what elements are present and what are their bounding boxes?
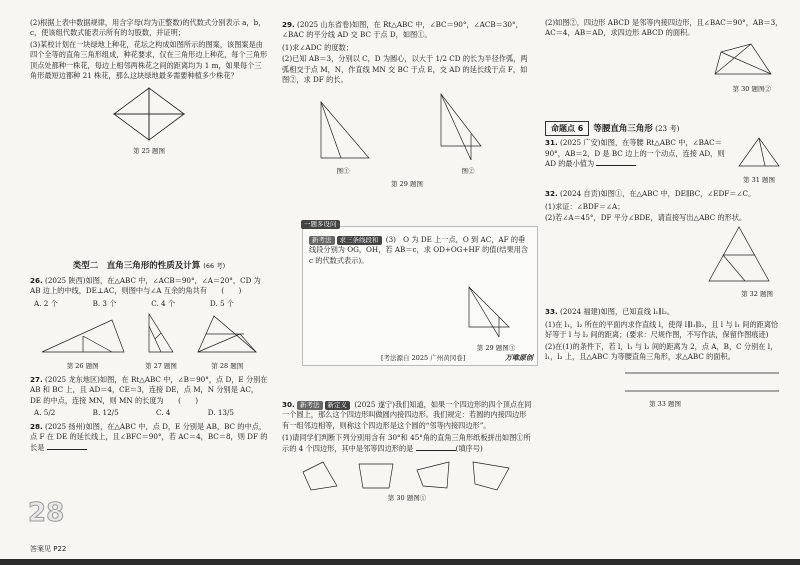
fig28-caption: 第 28 题图 xyxy=(211,361,244,370)
q31 xyxy=(545,138,735,185)
q25-part3: (3)某校计划在一块绿地上种花，花坛之构成如图所示的图案，该图案是由四个全等的直角三角形组成，种花要求，仅在三角形边上种花，每个三角形顶点处都种一株花，每边上相邻两株花之间的距离均为 1 m，如果每个三角形最短边都种 21 株花，那么这块绿地最多需要种植多少株花？ xyxy=(30,39,268,81)
q30-number: 30. xyxy=(282,400,295,409)
fig32-diagram xyxy=(705,225,775,285)
fig29-1-diagram xyxy=(313,98,373,162)
fig28-diagram xyxy=(194,312,260,356)
q27-options xyxy=(34,408,234,418)
q32-text: (2024 自贡)如图①，在△ABC 中，DE∥BC，∠EDF＝∠C。 xyxy=(560,189,756,199)
variant-box-body xyxy=(309,235,531,267)
variant-box-header xyxy=(301,219,342,229)
fig28 xyxy=(194,312,260,373)
q30-answer-blank[interactable] xyxy=(416,450,456,451)
q30-tag-new: 新考法 xyxy=(297,401,323,410)
fig30-2-diagram xyxy=(711,40,775,80)
fig30-2 xyxy=(545,40,775,83)
fig27-diagram xyxy=(143,312,179,356)
q26-option-b: B. 3 个 xyxy=(92,298,117,308)
fig29-2-diagram xyxy=(435,90,501,162)
q27-option-a: A. 5/2 xyxy=(34,408,56,418)
q29-part2: (2)已知 AB＝3，分别以 C，D 为圆心，以大于 1/2 CD 的长为半径作弧，两弧相交于点 M，N，作直线 MN 交 BC 于点 E，交 AD 的延长线于点 F，如图②，求 DF 的长。 xyxy=(282,54,528,85)
column-left xyxy=(30,18,268,455)
fig33-caption: 第 33 题图 xyxy=(649,399,681,408)
footer-answer-ref: 答案见 P22 xyxy=(30,545,67,553)
section2-heading xyxy=(30,260,268,272)
fig30-1-caption: 第 30 题图① xyxy=(387,494,427,503)
fig27-caption: 第 27 题图 xyxy=(145,361,177,370)
fig31-diagram xyxy=(735,136,783,170)
q25-part2: (2)根据上表中数据规律，用含字母(均为正整数)的代数式分别表示 a，b，c，使该组代数式能表示所有的勾股数，并证明； xyxy=(30,18,266,38)
variant-question-box xyxy=(302,220,538,366)
q32 xyxy=(545,189,785,199)
column-right xyxy=(545,18,785,411)
fig25 xyxy=(30,86,268,145)
fig29-2 xyxy=(435,90,501,179)
variant-source: [考法源自 2025 广州黄冈卷] xyxy=(381,353,466,362)
variant-question xyxy=(309,235,531,266)
fig29-3-diagram xyxy=(463,283,529,339)
q33-number: 33. xyxy=(545,307,558,317)
q28-number: 28. xyxy=(30,421,43,431)
fig26 xyxy=(38,316,128,373)
column-middle xyxy=(282,18,532,192)
q30 xyxy=(282,400,532,431)
variant-tag-new: 新考法 xyxy=(309,236,335,245)
page-big-number: 28 xyxy=(28,498,65,528)
q33 xyxy=(545,307,785,317)
column-middle-lower xyxy=(282,398,532,506)
q26-option-d: D. 5 个 xyxy=(209,298,234,308)
q27-option-c: C. 4 xyxy=(156,408,171,418)
q31-block xyxy=(545,136,785,187)
fig32-caption: 第 32 题图 xyxy=(741,289,773,298)
fig30-2-caption: 第 30 题图② xyxy=(732,85,771,94)
variant-brand: 万唯原创 xyxy=(505,353,533,362)
q26-option-a: A. 2 个 xyxy=(34,298,58,308)
fig26-diagram xyxy=(38,316,128,356)
q31-answer-blank[interactable] xyxy=(596,165,636,166)
fig30-1-row xyxy=(282,458,532,492)
q31-number: 31. xyxy=(545,138,558,148)
figs-26-28 xyxy=(30,312,268,373)
section6-count: (23 考) xyxy=(655,123,680,133)
fig29-1 xyxy=(313,98,373,179)
fig29-caption: 第 29 题图 xyxy=(391,180,423,189)
q26 xyxy=(30,276,268,297)
q30-part1-hint: (填序号) xyxy=(455,443,483,453)
q30-part2: (2)如图②，四边形 ABCD 是邻等内接四边形，且∠BAC＝90°，AB＝3，AC＝4，AB＝AD，求四边形 ABCD 的面积。 xyxy=(545,18,783,38)
fig32 xyxy=(545,225,775,288)
section6-title: 等腰直角三角形 xyxy=(593,123,653,134)
q29-number: 29. xyxy=(282,20,295,29)
fig25-diagram xyxy=(104,86,194,142)
section2-title: 类型二 直角三角形的性质及计算 xyxy=(72,261,201,272)
q30-tag-def: 新定义 xyxy=(325,401,351,410)
fig33 xyxy=(545,369,785,398)
q29-text: (2025 山东省卷)如图，在 Rt△ABC 中，∠BC＝90°，∠ACB＝30°，∠BAC 的平分线 AD 交 BC 于点 D，如图①。 xyxy=(282,20,523,40)
page-bottom-edge xyxy=(0,559,800,565)
fig29-2-caption: 图② xyxy=(461,167,475,176)
q27-number: 27. xyxy=(30,374,43,384)
q27 xyxy=(30,375,268,406)
fig29-3-caption: 第 29 题图③ xyxy=(476,344,516,353)
q28 xyxy=(30,422,268,453)
q28-answer-blank[interactable] xyxy=(47,449,87,450)
fig29-3 xyxy=(463,283,529,356)
q28-text: (2025 扬州)如图，在△ABC 中，点 D，E 分别是 AB，BC 的中点，点 F 在 DE 的延长线上，且∠BFC＝90°，若 AC＝4，BC＝8，则 DF 的长是 xyxy=(30,421,268,452)
fig29-row xyxy=(282,90,532,179)
q26-text: (2025 陕西)如图，在△ABC 中，∠ACB＝90°，∠A＝20°，CD 为 AB 边上的中线，DE⊥AC，则图中与∠A 互余的角共有 ( ) xyxy=(30,275,261,296)
fig31 xyxy=(735,136,783,187)
variant-box-head-tag: 一题多设问 xyxy=(301,220,340,229)
q33-text: (2024 福建)如图，已知直线 l₁∥l₂。 xyxy=(560,307,675,317)
fig29-1-caption: 图① xyxy=(336,167,350,176)
q27-option-b: B. 12/5 xyxy=(92,408,119,418)
section2-count: (66 考) xyxy=(203,262,226,271)
q29 xyxy=(282,20,532,41)
q32-number: 32. xyxy=(545,189,558,199)
fig26-caption: 第 26 题图 xyxy=(66,361,99,370)
q32-part1: (1)求证：∠BDF＝∠A； xyxy=(545,201,625,211)
q30-part1 xyxy=(282,433,532,454)
q33-part2: (2)在(1)的条件下，若 l，l₁ 与 l₂ 间的距离为 2，点 A，B，C 分别在 l，l₁，l₂ 上，且△ABC 为等腰直角三角形，求△ABC 的面积。 xyxy=(545,341,778,362)
section6-heading xyxy=(545,121,785,137)
q26-options xyxy=(34,299,234,309)
q33-part1: (1)在 l₁，l₂ 所在的平面内求作直线 l，使得 l∥l₁∥l₂，且 l 与 l₁ 间的距离恰好等于 l 与 l₂ 间的距离；(要求：尺规作图，不写作法，保留作图痕迹) xyxy=(545,319,779,340)
fig30-1-diagram xyxy=(297,458,517,492)
q29-part1: (1)求∠ADC 的度数； xyxy=(282,42,353,52)
q26-option-c: C. 4 个 xyxy=(151,298,176,308)
fig33-diagram xyxy=(545,369,781,395)
variant-text: (3) O 为 DE 上一点，O 到 AC，AF 的垂线段分别为 OG，OH，若 AB＝c，求 OD+OG+HF 的值(结果用含 c 的代数式表示)。 xyxy=(309,235,529,265)
q31-text: (2025 广安)如图，在等腰 Rt△ABC 中，∠BAC＝90°，AB＝2，D 是 BC 边上的一个动点，连接 AD，则 AD 的最小值为 xyxy=(545,138,725,169)
variant-tag-topic: 求三条线段和 xyxy=(337,236,382,245)
q27-option-d: D. 13/5 xyxy=(207,408,234,418)
q27-text: (2025 龙东地区)如图，在 Rt△ABC 中，∠B＝90°，点 D，E 分别在 AB 和 BC 上，且 AD＝4，CE＝3，连接 DE，点 M，N 分别是 AC，DE 的中点，连接 MN，则 MN 的长度为 ( ) xyxy=(30,374,268,405)
q30-text: (2025 遂宁)我们知道，如果一个四边形的四个顶点在同一个圆上，那么这个四边形叫做圆内接四边形。我们规定：若圆的内接四边形有一组邻边相等，则称这个四边形是这个圆的“邻等内接四边形”。 xyxy=(282,400,532,430)
q30-part1-text: (1)请同学们判断下列分别用含有 30°和 45°角的直角三角形纸板拼出如图①所示的 4 个四边形，其中是邻等四边形的是 xyxy=(282,433,531,453)
fig25-caption: 第 25 题图 xyxy=(133,147,165,156)
fig31-caption: 第 31 题图 xyxy=(743,175,775,184)
fig27 xyxy=(143,312,179,373)
q26-number: 26. xyxy=(30,275,43,285)
section6-label: 命题点 6 xyxy=(545,121,589,137)
q32-part2: (2)若∠A＝45°，DF 平分∠BDE，请直接写出△ABC 的形状。 xyxy=(545,213,747,223)
